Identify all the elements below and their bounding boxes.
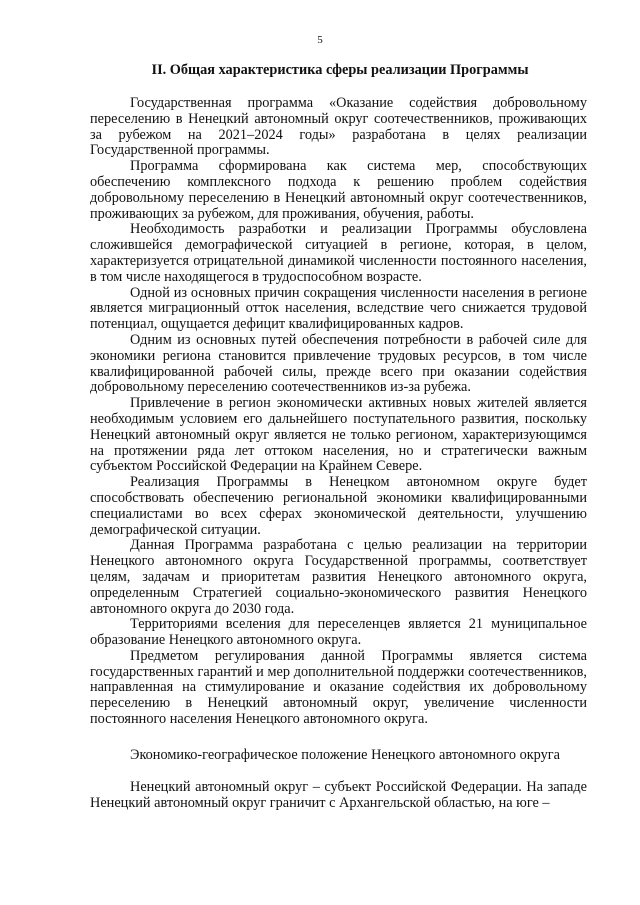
paragraph: Одной из основных причин сокращения численности населения в регионе является миграционный отток населения, вследствие чего снижается трудовой потенциал, ощущается дефицит квалифицированных кадров. — [90, 284, 587, 333]
subsection-heading: Экономико-географическое положение Ненецкого автономного округа — [130, 747, 560, 763]
paragraph: Необходимость разработки и реализации Программы обусловлена сложившейся демографической ситуацией в регионе, которая, в целом, характеризуется отрицательной динамикой численности постоянного населения, в том числе находящегося в трудоспособном возрасте. — [90, 221, 587, 285]
paragraph: Предметом регулирования данной Программы является система государственных гарантий и мер дополнительной поддержки соотечественников, направленная на стимулирование и оказание содействия их добровольному переселению в Ненецкий автономный округ, увеличение численности постоянного населения Ненецкого автономного округа. — [90, 647, 587, 728]
page-number: 5 — [317, 34, 323, 46]
subsection-body — [90, 780, 587, 812]
paragraph: Ненецкий автономный округ – субъект Российской Федерации. На западе Ненецкий автономный округ граничит с Архангельской областью, на юге – — [90, 779, 587, 811]
paragraph: Одним из основных путей обеспечения потребности в рабочей силе для экономики региона становится привлечение трудовых ресурсов, в том числе квалифицированной рабочей силы, прежде всего при оказании содействия добровольному переселению соотечественников из-за рубежа. — [90, 331, 587, 396]
paragraph: Программа сформирована как система мер, способствующих обеспечению комплексного подхода к решению проблем содействия добровольному переселению в Ненецкий автономный округ соотечественников, проживающих за рубежом, для проживания, обучения, работы. — [90, 158, 587, 222]
paragraph: Данная Программа разработана с целью реализации на территории Ненецкого автономного округа Государственной программы, соответствует целям, задачам и приоритетам развития Ненецкого автономного округа, определенным Стратегией социально-экономического развития Ненецкого автономного округа до 2030 года. — [90, 537, 587, 617]
paragraph: Территориями вселения для переселенцев является 21 муниципальное образование Ненецкого автономного округа. — [90, 616, 587, 649]
paragraph: Привлечение в регион экономически активных новых жителей является необходимым условием его дальнейшего поступательного развития, поскольку Ненецкий автономный округ является не только регионом, характеризующимся на протяжении ряда лет оттоком населения, но и стратегически важным субъектом Российской Федерации на Крайнем Севере. — [90, 395, 587, 475]
section-body — [90, 96, 587, 728]
paragraph: Реализация Программы в Ненецком автономном округе будет способствовать обеспечению региональной экономики квалифицированными специалистами во всех сферах экономической деятельности, улучшению демографической ситуации. — [90, 474, 587, 538]
section-heading: II. Общая характеристика сферы реализации Программы — [151, 62, 529, 78]
paragraph: Государственная программа «Оказание содействия добровольному переселению в Ненецкий автономный округ соотечественников, проживающих за рубежом на 2021–2024 годы» разработана в целях реализации Государственной программы. — [90, 95, 587, 159]
